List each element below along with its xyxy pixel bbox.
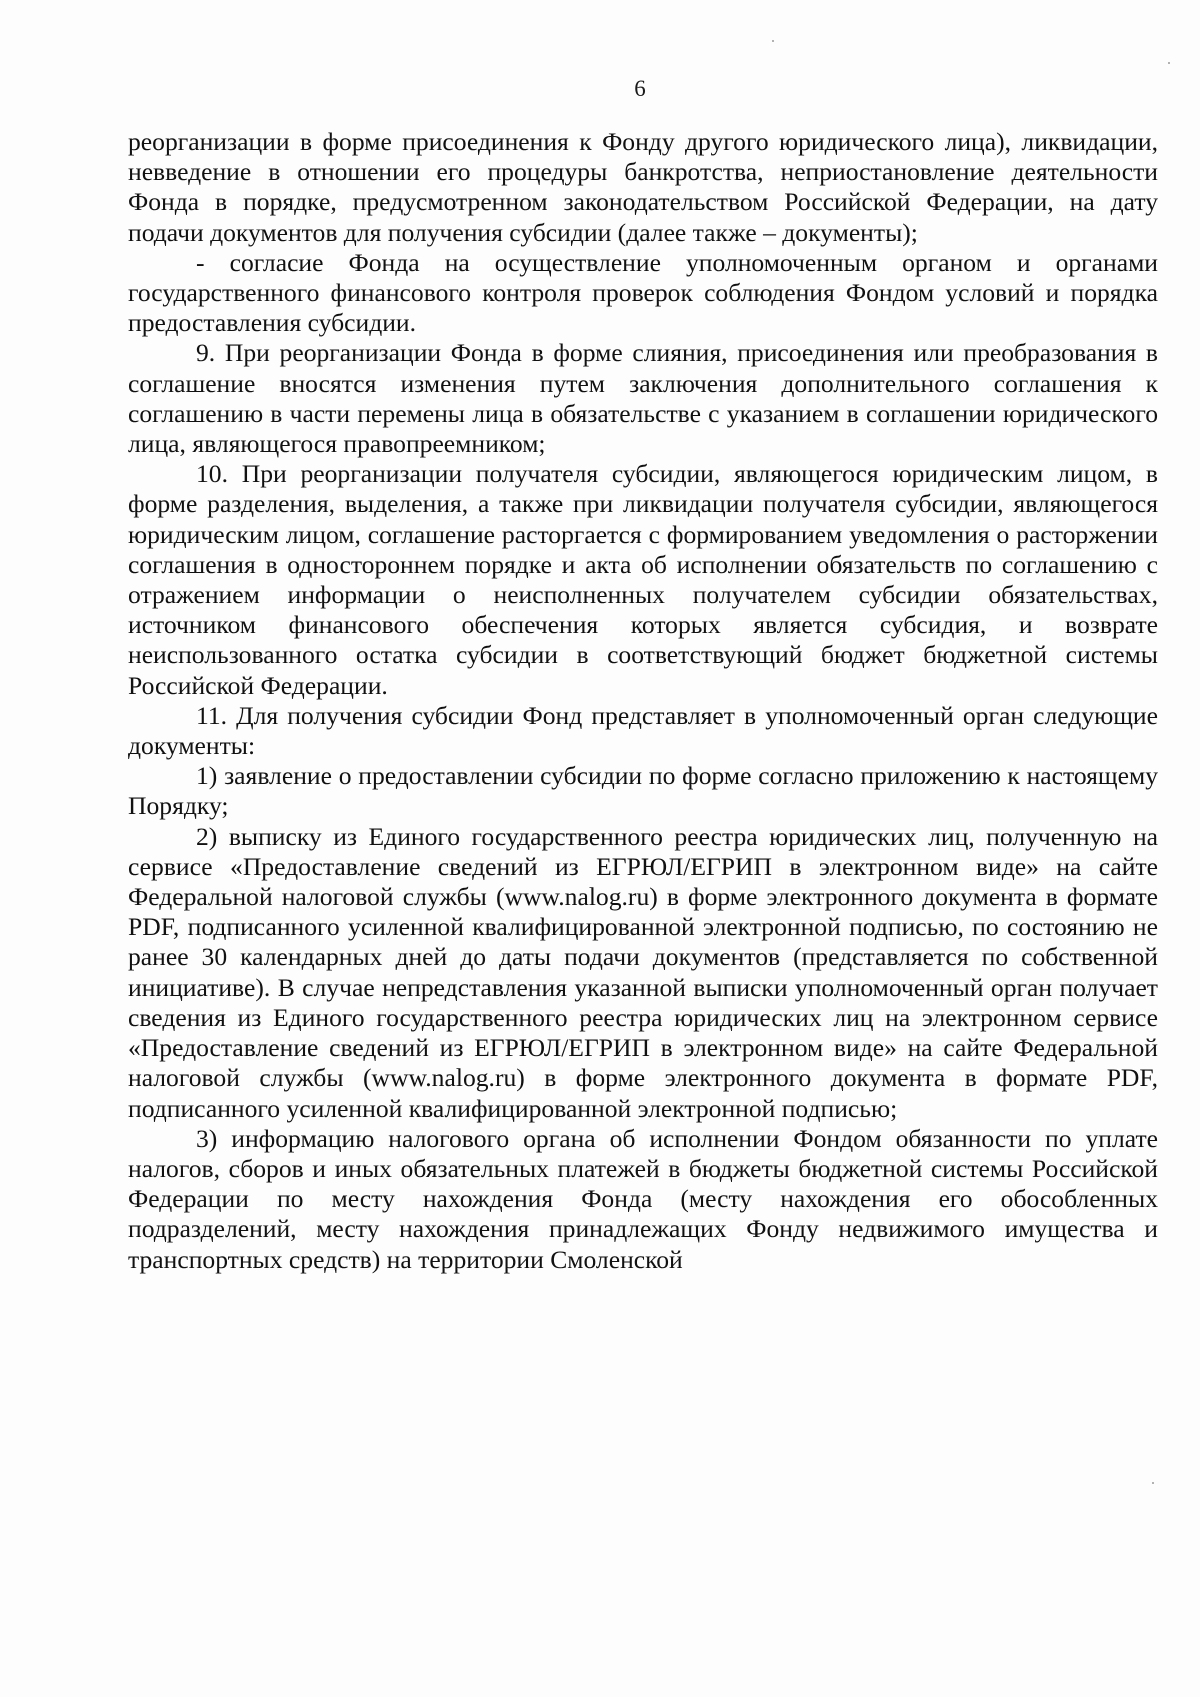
paragraph-item-11: 11. Для получения субсидии Фонд представляет в уполномоченный орган следующие документы: — [128, 700, 1158, 761]
document-body — [128, 127, 1158, 1275]
paragraph-continuation: реорганизации в форме присоединения к Фонду другого юридического лица), ликвидации, невведение в отношении его процедуры банкротства, неприостановление деятельности Фонда в порядке, предусмотренном законодательством Российской Федерации, на дату подачи документов для получения субсидии (далее также – документы); — [128, 127, 1158, 247]
paragraph-item-10: 10. При реорганизации получателя субсидии, являющегося юридическим лицом, в форме разделения, выделения, а также при ликвидации получателя субсидии, являющегося юридическим лицом, соглашение расторгается с формированием уведомления о расторжении соглашения в одностороннем порядке и акта об исполнении обязательств по соглашению с отражением информации о неисполненных получателем субсидии обязательствах, источником финансового обеспечения которых является субсидия, и возврате неиспользованного остатка субсидии в соответствующий бюджет бюджетной системы Российской Федерации. — [128, 459, 1158, 700]
paragraph-consent: - согласие Фонда на осуществление уполномоченным органом и органами государственного финансового контроля проверок соблюдения Фондом условий и порядка предоставления субсидии. — [128, 247, 1158, 338]
list-item-3: 3) информацию налогового органа об исполнении Фондом обязанности по уплате налогов, сборов и иных обязательных платежей в бюджеты бюджетной системы Российской Федерации по месту нахождения Фонда (месту нахождения его обособленных подразделений, месту нахождения принадлежащих Фонду недвижимого имущества и транспортных средств) на территории Смоленской — [128, 1123, 1158, 1274]
list-item-2: 2) выписку из Единого государственного реестра юридических лиц, полученную на сервисе «Предоставление сведений из ЕГРЮЛ/ЕГРИП в электронном виде» на сайте Федеральной налоговой службы (www.nalog.ru) в форме электронного документа в формате PDF, подписанного усиленной квалифицированной электронной подписью, по состоянию не ранее 30 календарных дней до даты подачи документов (представляется по собственной инициативе). В случае непредставления указанной выписки уполномоченный орган получает сведения из Единого государственного реестра юридических лиц на электронном сервисе «Предоставление сведений из ЕГРЮЛ/ЕГРИП в электронном виде» на сайте Федеральной налоговой службы (www.nalog.ru) в форме электронного документа в формате PDF, подписанного усиленной квалифицированной электронной подписью; — [128, 821, 1158, 1123]
paragraph-item-9: 9. При реорганизации Фонда в форме слияния, присоединения или преобразования в соглашение вносятся изменения путем заключения дополнительного соглашения к соглашению в части перемены лица в обязательстве с указанием в соглашении юридического лица, являющегося правопреемником; — [128, 338, 1158, 459]
list-item-1: 1) заявление о предоставлении субсидии по форме согласно приложению к настоящему Порядку; — [128, 761, 1158, 821]
scan-speck — [1168, 62, 1170, 64]
scan-speck — [772, 40, 774, 42]
scan-speck — [1152, 1482, 1154, 1484]
page-number: 6 — [634, 76, 646, 101]
